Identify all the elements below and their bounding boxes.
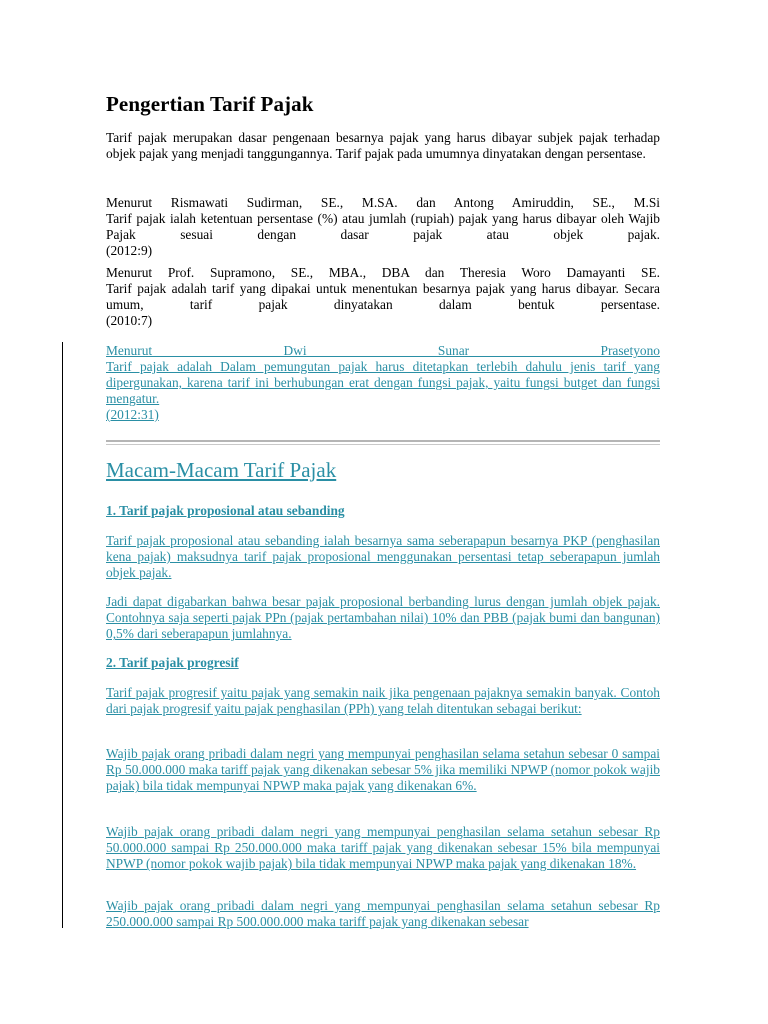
item2-paragraph-1[interactable]: Tarif pajak progresif yaitu pajak yang semakin naik jika pengenaan pajaknya semakin banyak. Contoh dari pajak progresif yaitu pajak penghasilan (PPh) yang telah ditentukan sebagai berikut: [106,685,660,717]
section-title[interactable]: Macam-Macam Tarif Pajak [106,458,337,482]
item2-paragraph-4[interactable]: Wajib pajak orang pribadi dalam negri yang mempunyai penghasilan selama setahun sebesar Rp 250.000.000 sampai Rp 500.000.000 maka tariff pajak yang dikenakan sebesar [106,898,660,930]
def3-body[interactable]: Tarif pajak adalah Dalam pemungutan pajak harus ditetapkan terlebih dahulu jenis tarif yang dipergunakan, karena tarif ini berhubungan erat dengan fungsi pajak, yaitu fungsi butget dan fungsi mengatur. [106,359,660,407]
def3-author[interactable]: Menurut Dwi Sunar Prasetyono [106,343,660,358]
margin-bar [62,342,63,928]
def2-author: Menurut Prof. Supramono, SE., MBA., DBA dan Theresia Woro Damayanti SE. [106,265,660,280]
item2-paragraph-2[interactable]: Wajib pajak orang pribadi dalam negri yang mempunyai penghasilan selama setahun sebesar 0 sampai Rp 50.000.000 maka tariff pajak yang dikenakan sebesar 5% jika memiliki NPWP (nomor pokok wajib pajak) bila tidak mempunyai NPWP maka pajak yang dikenakan 6%. [106,746,660,794]
section-divider [106,440,660,445]
def1-cite: (2012:9) [106,243,153,258]
item1-paragraph-1[interactable]: Tarif pajak proposional atau sebanding ialah besarnya sama seberapapun besarnya PKP (penghasilan kena pajak) maksudnya tarif pajak proposional menggunakan persentasi tetap seberapapun jumlah objek pajak. [106,533,660,581]
def1-body: Tarif pajak ialah ketentuan persentase (%) atau jumlah (rupiah) pajak yang harus dibayar oleh Wajib Pajak sesuai dengan dasar pajak atau objek pajak. [106,211,660,243]
item1-heading[interactable]: 1. Tarif pajak proposional atau sebanding [106,503,345,518]
item2-heading[interactable]: 2. Tarif pajak progresif [106,655,239,670]
item1-paragraph-2[interactable]: Jadi dapat digabarkan bahwa besar pajak proposional berbanding lurus dengan jumlah objek pajak. Contohnya saja seperti pajak PPn (pajak pertambahan nilai) 10% dan PBB (pajak bumi dan bangunan) 0,5% dari seberapapun jumlahnya. [106,594,660,642]
def3-cite[interactable]: (2012:31) [106,407,159,422]
def1-author: Menurut Rismawati Sudirman, SE., M.SA. dan Antong Amiruddin, SE., M.Si [106,195,660,210]
def2-cite: (2010:7) [106,313,153,328]
def2-body: Tarif pajak adalah tarif yang dipakai untuk menentukan besarnya pajak yang harus dibayar. Secara umum, tarif pajak dinyatakan dalam bentuk persentase. [106,281,660,313]
item2-paragraph-3[interactable]: Wajib pajak orang pribadi dalam negri yang mempunyai penghasilan selama setahun sebesar Rp 50.000.000 sampai Rp 250.000.000 maka tariff pajak yang dikenakan sebesar 15% bila mempunyai NPWP (nomor pokok wajib pajak) bila tidak mempunyai NPWP maka pajak yang dikenakan 18%. [106,824,660,872]
intro-paragraph: Tarif pajak merupakan dasar pengenaan besarnya pajak yang harus dibayar subjek pajak terhadap objek pajak yang menjadi tanggungannya. Tarif pajak pada umumnya dinyatakan dengan persentase. [106,130,660,162]
page-title: Pengertian Tarif Pajak [106,92,314,116]
